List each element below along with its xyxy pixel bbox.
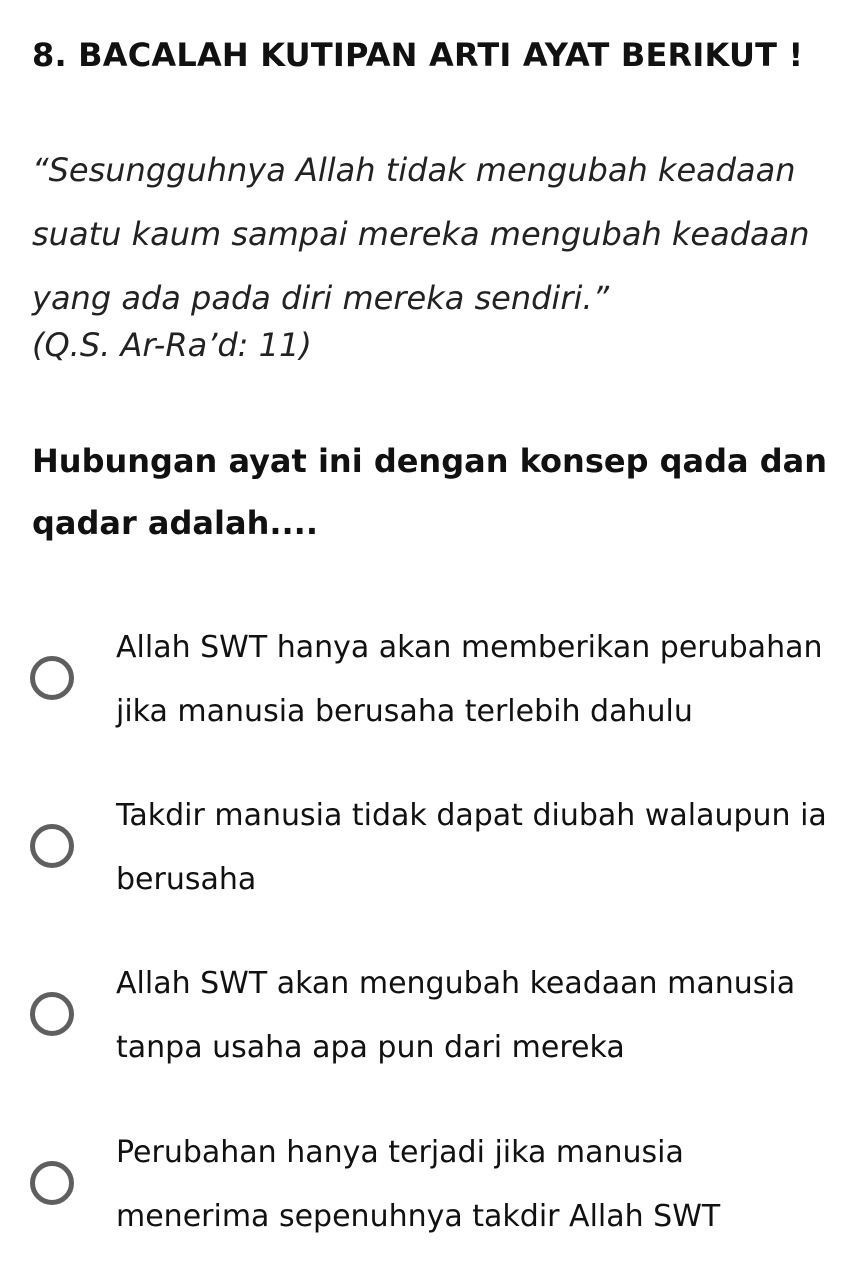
- answer-option-label[interactable]: Takdir manusia tidak dapat diubah walaupun ia berusaha: [116, 798, 827, 897]
- question-prompt: Hubungan ayat ini dengan konsep qada dan qadar adalah....: [32, 442, 828, 542]
- radio-button-b[interactable]: [30, 824, 74, 868]
- answer-option-label[interactable]: Allah SWT hanya akan memberikan perubahan jika manusia berusaha terlebih dahulu: [116, 630, 823, 729]
- answer-option-b[interactable]: [0, 784, 853, 914]
- question-title: 8. BACALAH KUTIPAN ARTI AYAT BERIKUT !: [32, 36, 804, 74]
- quote-reference: (Q.S. Ar-Ra’d: 11): [32, 326, 312, 364]
- radio-button-c[interactable]: [30, 992, 74, 1036]
- radio-button-d[interactable]: [30, 1161, 74, 1205]
- answer-option-c[interactable]: [0, 952, 853, 1082]
- radio-button-a[interactable]: [30, 656, 74, 700]
- answer-option-label[interactable]: Allah SWT akan mengubah keadaan manusia tanpa usaha apa pun dari mereka: [116, 966, 796, 1065]
- quote-text: “Sesungguhnya Allah tidak mengubah keadaan suatu kaum sampai mereka mengubah keadaan yang ada pada diri mereka sendiri.”: [32, 151, 810, 317]
- answer-option-label[interactable]: Perubahan hanya terjadi jika manusia menerima sepenuhnya takdir Allah SWT: [116, 1135, 721, 1234]
- answer-option-d[interactable]: [0, 1121, 853, 1251]
- answer-option-a[interactable]: [0, 616, 853, 746]
